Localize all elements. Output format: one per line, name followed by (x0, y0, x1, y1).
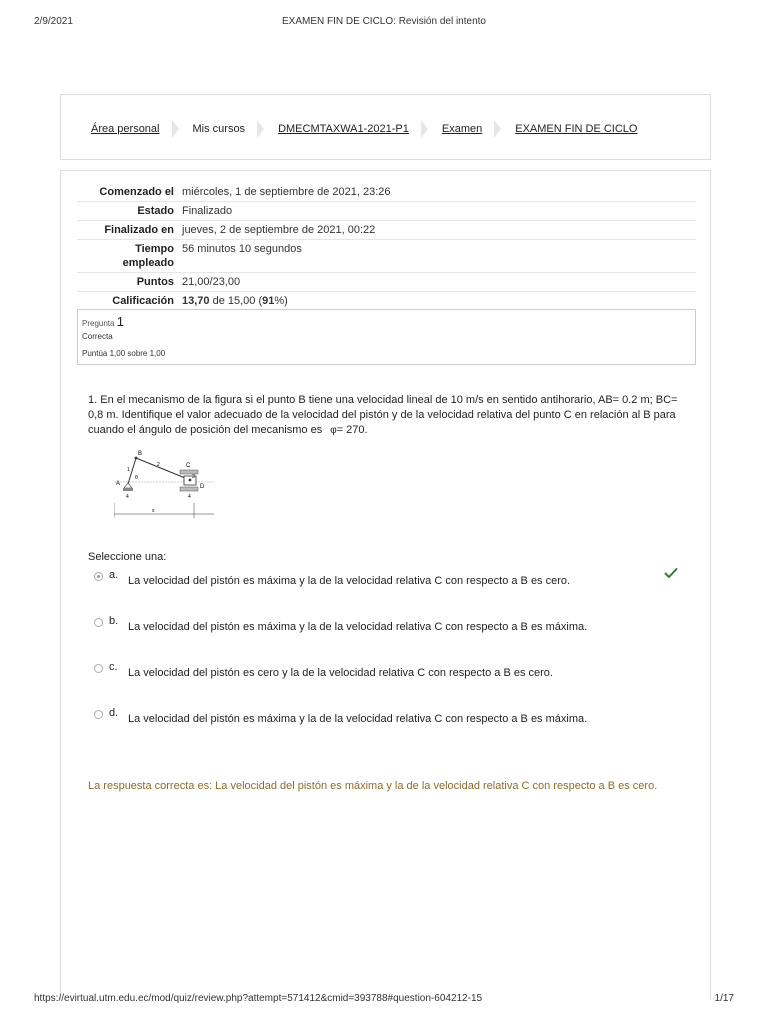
answer-letter: a. (109, 569, 119, 581)
figure-label-x: x (152, 508, 155, 514)
mechanism-figure (114, 448, 224, 518)
breadcrumb-examen[interactable]: Examen (441, 123, 483, 135)
print-title: EXAMEN FIN DE CICLO: Revisión del intento (282, 16, 486, 27)
answer-text: La velocidad del pistón es máxima y la de la velocidad relativa C con respecto a B es máxima. (128, 621, 588, 633)
answer-radio-a[interactable] (94, 572, 103, 581)
summary-value: jueves, 2 de septiembre de 2021, 00:22 (178, 221, 696, 240)
breadcrumb-container (60, 94, 711, 160)
attempt-summary-table (77, 183, 696, 311)
figure-label-3: 3 (192, 474, 195, 480)
summary-row-finished (77, 221, 696, 240)
figure-label-a: A (116, 481, 121, 487)
figure-label-1: 1 (127, 467, 130, 473)
print-date: 2/9/2021 (34, 16, 73, 27)
phi-symbol: φ (330, 425, 337, 436)
print-page-number: 1/17 (714, 993, 734, 1004)
summary-row-points (77, 273, 696, 292)
answer-text: La velocidad del pistón es máxima y la de la velocidad relativa C con respecto a B es máxima. (128, 713, 588, 725)
breadcrumb-quiz[interactable]: EXAMEN FIN DE CICLO (515, 123, 638, 135)
figure-label-2: 2 (157, 462, 160, 468)
print-url: https://evirtual.utm.edu.ec/mod/quiz/review.php?attempt=571412&cmid=393788#question-604212-15 (34, 993, 483, 1004)
correct-check-icon (664, 567, 678, 579)
breadcrumb-separator-icon (257, 120, 266, 138)
summary-value: 56 minutos 10 segundos (178, 240, 696, 273)
answer-letter: b. (109, 615, 119, 627)
select-prompt: Seleccione una: (88, 551, 167, 563)
summary-value: Finalizado (178, 202, 696, 221)
figure-label-4-right: 4 (188, 494, 191, 500)
answer-text: La velocidad del pistón es máxima y la de la velocidad relativa C con respecto a B es cero. (128, 575, 571, 587)
summary-label: Tiempo empleado (77, 240, 178, 273)
summary-label: Comenzado el (77, 183, 178, 202)
quiz-review-region (60, 170, 711, 1000)
summary-value: miércoles, 1 de septiembre de 2021, 23:26 (178, 183, 696, 202)
question-status: Correcta (82, 332, 113, 341)
answer-radio-b[interactable] (94, 618, 103, 627)
grade-mid: de 15,00 ( (209, 295, 263, 307)
breadcrumb-course[interactable]: DMECMTAXWA1-2021-P1 (278, 123, 409, 135)
breadcrumb-separator-icon (494, 120, 503, 138)
breadcrumb (91, 120, 637, 138)
summary-label: Puntos (77, 273, 178, 292)
answer-option-b[interactable] (94, 615, 684, 661)
question-number: Pregunta 1 (82, 314, 124, 329)
print-header (0, 16, 768, 32)
breadcrumb-area-personal[interactable]: Área personal (91, 123, 160, 135)
figure-label-c: C (186, 463, 191, 469)
summary-row-grade (77, 292, 696, 311)
answer-options (94, 569, 684, 753)
summary-label: Calificación (77, 292, 178, 311)
answer-letter: c. (109, 661, 118, 673)
summary-label: Finalizado en (77, 221, 178, 240)
question-info-box (77, 309, 696, 365)
breadcrumb-separator-icon (172, 120, 181, 138)
answer-radio-d[interactable] (94, 710, 103, 719)
figure-label-d: D (200, 484, 205, 490)
print-footer (0, 993, 768, 1009)
question-angle: = 270. (336, 424, 368, 436)
answer-option-c[interactable] (94, 661, 684, 707)
answer-option-a[interactable] (94, 569, 684, 615)
question-text: 1. En el mecanismo de la figura si el punto B tiene una velocidad lineal de 10 m/s en sentido antihorario, AB= 0.2 m; BC= 0,8 m. Identifique el valor adecuado de la velocidad del pistón y de la velocidad relativa del punto C en relación al B para cuando el ángulo de posición del mecanismo es φ= 270. (88, 394, 678, 436)
grade-end: %) (274, 295, 288, 307)
figure-label-theta: θ (135, 475, 138, 481)
summary-value (178, 292, 696, 311)
correct-answer-feedback: La respuesta correcta es: La velocidad del pistón es máxima y la de la velocidad relativa C con respecto a B es cero. (88, 780, 658, 792)
summary-row-started (77, 183, 696, 202)
answer-letter: d. (109, 707, 119, 719)
summary-label: Estado (77, 202, 178, 221)
summary-row-state (77, 202, 696, 221)
breadcrumb-mis-cursos: Mis cursos (192, 123, 246, 135)
figure-label-b: B (138, 451, 143, 457)
breadcrumb-separator-icon (421, 120, 430, 138)
summary-row-time (77, 240, 696, 273)
answer-radio-c[interactable] (94, 664, 103, 673)
grade-percent: 91 (262, 295, 275, 307)
answer-option-d[interactable] (94, 707, 684, 753)
grade-score: 13,70 (182, 295, 210, 307)
summary-value: 21,00/23,00 (178, 273, 696, 292)
figure-label-4-left: 4 (126, 494, 129, 500)
answer-text: La velocidad del pistón es cero y la de la velocidad relativa C con respecto a B es cero. (128, 667, 553, 679)
question-grade: Puntúa 1,00 sobre 1,00 (82, 349, 166, 358)
